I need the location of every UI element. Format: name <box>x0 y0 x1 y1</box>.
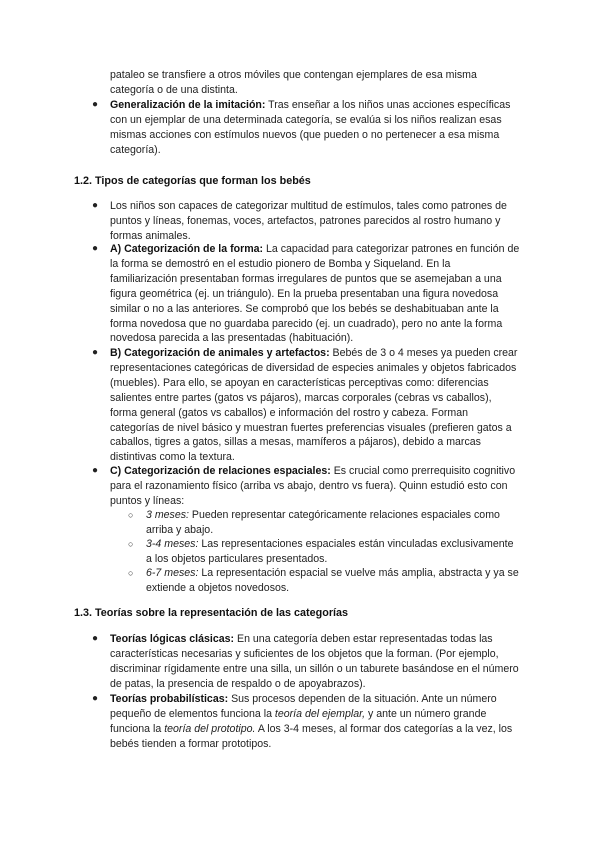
bullet-text: y ante un número grande funciona la <box>110 707 487 735</box>
bullet-text: A los 3-4 meses, al formar dos categorías a la vez, los bebés tienden a formar prototipos. <box>110 722 513 750</box>
bullet-title: B) Categorización de animales y artefactos: <box>110 347 330 359</box>
sub-bullet-text: Pueden representar categóricamente relaciones espaciales como arriba y abajo. <box>146 509 500 536</box>
bullet-title: Generalización de la imitación: <box>110 99 266 111</box>
bullet-text: Bebés de 3 o 4 meses ya pueden crear representaciones categóricas de diversidad de especies animales y objetos fabricados (muebles). Para ello, se apoyan en características perceptivas como: diferencias salientes entre partes (gatos vs pájaros), marcas corporales (cebras vs caballos), forma general (gatos vs caballos) e información del rostro y cabeza. Forman categorías de nivel básico y muestran fuertes preferencias visuales (prefieren gatos a caballos, tigres a gatos, sillas a mesas, mamíferos a pájaros), debido a marcas distintivas como la textura. <box>110 347 518 464</box>
circle-bullet-icon: ○ <box>128 539 134 549</box>
bullet-text: Los niños son capaces de categorizar multitud de estímulos, tales como patrones de puntos y líneas, fonemas, voces, artefactos, patrones parecidos al rostro humano y formas animales. <box>110 200 507 242</box>
bullet-italic-term: teoría del prototipo. <box>164 722 256 735</box>
sub-bullet-3-4-meses <box>128 537 520 567</box>
bullet-icon: ● <box>92 243 99 254</box>
bullet-text: La capacidad para categorizar patrones en función de la forma se demostró en el estudio pionero de Bomba y Siqueland. En la familiarización presentaban formas irregulares de puntos que se asemejaban a una figura geométrica (ej. un triángulo). En la prueba presentaban una figura novedosa similar o no a las anteriores. Se comprobó que los bebés se deshabituaban ante la forma novedosa que no guardaba parecido (ej. un cuadrado), pero no ante la forma novedosa parecida a las presentadas (habituación). <box>110 243 520 345</box>
bullet-title: Teorías lógicas clásicas: <box>110 633 235 645</box>
bullet-generalizacion <box>92 98 520 158</box>
bullet-text: Sus procesos dependen de la situación. Ante un número pequeño de elementos funciona la <box>110 693 497 720</box>
bullet-intro <box>92 199 520 244</box>
bullet-espaciales <box>92 464 520 509</box>
circle-bullet-icon: ○ <box>128 510 134 520</box>
bullet-icon: ● <box>92 200 99 211</box>
section-heading-1-2: 1.2. Tipos de categorías que forman los bebés <box>74 175 311 187</box>
sub-bullet-text: La representación espacial se vuelve más amplia, abstracta y ya se extiende a objetos novedosos. <box>146 567 519 594</box>
bullet-title: C) Categorización de relaciones espaciales: <box>110 465 331 477</box>
bullet-icon: ● <box>92 347 99 358</box>
sub-bullet-text: Las representaciones espaciales están vinculadas exclusivamente a los objetos particulares presentados. <box>146 538 514 565</box>
bullet-icon: ● <box>92 465 99 476</box>
bullet-title: Teorías probabilísticas: <box>110 693 229 705</box>
bullet-icon: ● <box>92 633 99 644</box>
bullet-probabilisticas <box>92 692 520 752</box>
bullet-text: En una categoría deben estar representadas todas las características necesarias y suficientes de los objetos que la forman. (Por ejemplo, discriminar rígidamente entre una silla, un sillón o un taburete basándose en el número de patas, la presencia de respaldo o de apoyabrazos). <box>110 633 519 690</box>
bullet-icon: ● <box>92 99 99 110</box>
bullet-logicas <box>92 632 520 692</box>
sub-bullet-6-7-meses <box>128 566 520 596</box>
section-heading-1-3: 1.3. Teorías sobre la representación de las categorías <box>74 607 349 619</box>
sub-bullet-age: 6-7 meses: <box>146 567 199 579</box>
bullet-forma <box>92 242 520 346</box>
bullet-italic-term: teoría del ejemplar, <box>274 707 366 720</box>
bullet-title: A) Categorización de la forma: <box>110 243 264 255</box>
bullet-animales <box>92 346 520 465</box>
circle-bullet-icon: ○ <box>128 568 134 578</box>
sub-bullet-age: 3 meses: <box>146 509 189 521</box>
bullet-icon: ● <box>92 693 99 704</box>
sub-bullet-3-meses <box>128 508 520 538</box>
sub-bullet-age: 3-4 meses: <box>146 538 199 550</box>
continuation-paragraph: pataleo se transfiere a otros móviles que contengan ejemplares de esa misma categoría o de una distinta. <box>110 69 477 96</box>
bullet-text: Es crucial como prerrequisito cognitivo para el razonamiento físico (arriba vs abajo, dentro vs fuera). Quinn estudió esto con puntos y líneas: <box>110 465 516 507</box>
bullet-text: Tras enseñar a los niños unas acciones específicas con un ejemplar de una determinada categoría, se evalúa si los niños realizan esas mismas acciones con estímulos nuevos (que pueden o no pertenecer a esa misma categoría). <box>110 99 511 156</box>
